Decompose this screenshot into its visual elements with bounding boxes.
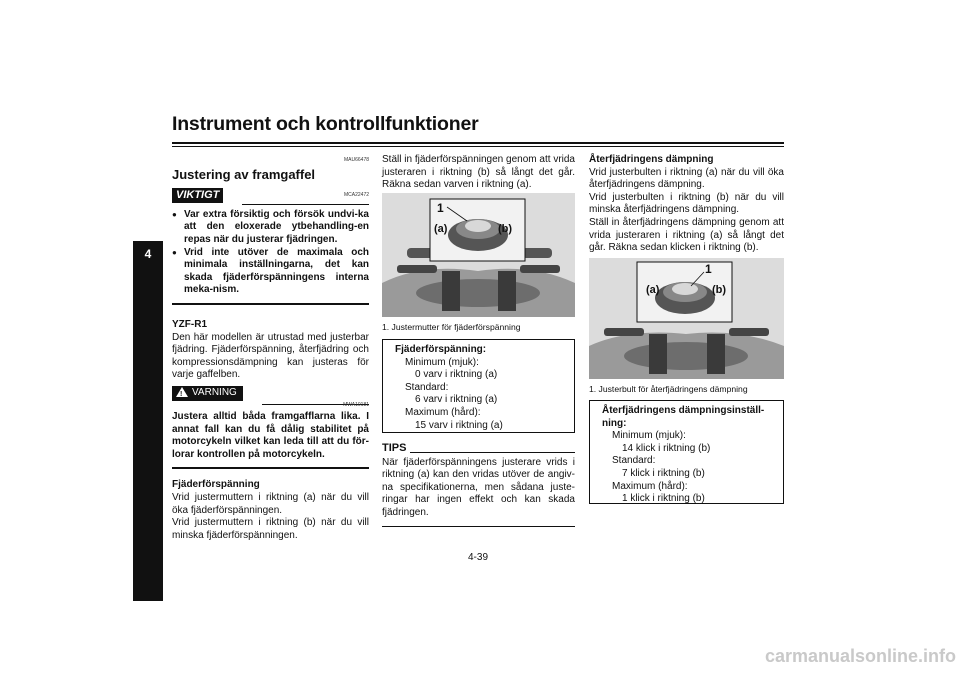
viktigt-rule <box>242 204 369 205</box>
figure-caption: 1. Justerbult för återfjädringens dämpning <box>589 384 748 394</box>
spec-std-label: Standard: <box>405 381 449 393</box>
model-text: Den här modellen är utrustad med justerbar fjädring. Fjäderförspänning, återfjädring och kompressionsdämpning kan justeras för varje gaffelben. <box>172 331 369 381</box>
motorcycle-handlebar-illustration <box>382 193 575 317</box>
figure-direction-b: (b) <box>712 284 727 296</box>
col2-intro-text: Ställ in fjäderförspänningen genom att vrida justeraren i riktning (b) så långt det går. Räkna sedan varven i riktning (a). <box>382 154 575 191</box>
spec-std-value: 6 varv i riktning (a) <box>415 394 498 406</box>
spec-max-label: Maximum (hård): <box>405 406 481 418</box>
figure-direction-a: (a) <box>646 284 660 296</box>
spec-max-label: Maximum (hård): <box>612 480 688 492</box>
rebound-title: Återfjädringens dämpning <box>589 154 714 165</box>
figure-callout-1: 1 <box>437 201 444 215</box>
spec-max-value: 15 varv i riktning (a) <box>415 419 503 431</box>
tips-section <box>382 442 575 527</box>
notice-item: ● Var extra försiktig och försök undvi-ka att den eloxerade ytbehandling-en repas när du justerar fjädringen. <box>172 209 369 247</box>
figure-direction-a: (a) <box>434 223 448 235</box>
subsection-text-2: Vrid justermuttern i riktning (b) när du vill minska fjäderförspänningen. <box>172 517 369 541</box>
preload-adjuster-photo <box>382 193 575 317</box>
section-code: MAU66478 <box>343 157 369 163</box>
spec-min-label: Minimum (mjuk): <box>405 356 479 368</box>
rebound-spec-box <box>589 400 784 504</box>
header-rule-thin <box>172 146 784 147</box>
header-rule <box>172 142 784 144</box>
warning-label: VARNING <box>192 386 237 398</box>
chapter-tab <box>133 241 163 601</box>
viktigt-code: MCA22472 <box>343 192 369 199</box>
spec-min-value: 0 varv i riktning (a) <box>415 369 498 381</box>
tips-label: TIPS <box>382 442 407 454</box>
warning-text: Justera alltid båda framgafflarna lika. I annat fall kan du få dålig stabilitet på motorcykeln vilket kan leda till att du för-lorar kontrollen på motorcykeln. <box>172 411 369 460</box>
tips-end-rule <box>382 526 575 527</box>
model-name: YZF-R1 <box>172 318 207 330</box>
chapter-number: 4 <box>144 247 152 261</box>
spec-max-value: 1 klick i riktning (b) <box>622 493 705 505</box>
notice-list <box>172 209 369 297</box>
notice-item: ● Vrid inte utöver de maximala och minimala inställningarna, det kan skada fjäderförspänningens interna meka-nism. <box>172 247 369 297</box>
viktigt-label: VIKTIGT <box>172 188 223 203</box>
figure-callout-1: 1 <box>705 262 712 276</box>
preload-spec-box <box>382 339 575 433</box>
warning-code: MWA10181 <box>343 401 369 408</box>
figure-direction-b: (b) <box>498 223 513 235</box>
notice-end-rule <box>172 303 369 305</box>
tips-rule <box>410 452 575 453</box>
column-3 <box>589 154 784 255</box>
spec-box-title: Återfjädringens dämpningsinställ-ning: <box>602 405 765 429</box>
subsection-text-1: Vrid justermuttern i riktning (a) när du vill öka fjäderförspänningen. <box>172 492 369 516</box>
figure-caption: 1. Justermutter för fjäderförspänning <box>382 322 521 332</box>
spec-box-title: Fjäderförspänning: <box>395 344 487 355</box>
page-title: Instrument och kontrollfunktioner <box>172 113 479 135</box>
subsection-title: Fjäderförspänning <box>172 479 260 491</box>
page-number: 4-39 <box>468 552 489 563</box>
footer-watermark: carmanualsonline.info <box>765 646 957 666</box>
motorcycle-handlebar-illustration <box>589 258 784 379</box>
rebound-adjuster-photo <box>589 258 784 379</box>
tips-text: När fjäderförspänningens justerare vrids i riktning (a) kan den vridas utöver de angiv-na specifikationerna, men sådana juste-ringar har ingen effekt och kan skada fjädringen. <box>382 456 575 518</box>
rebound-text-3: Ställ in återfjädringens dämpning genom att vrida justeraren i riktning (a) så långt det går. Räkna sedan klicken i riktning (b). <box>589 216 784 254</box>
rebound-text-2: Vrid justerbulten i riktning (b) när du vill minska återfjädringens dämpning. <box>589 191 784 216</box>
section-title: Justering av framgaffel <box>172 166 316 182</box>
warning-badge: ! VARNING <box>172 386 243 401</box>
spec-min-label: Minimum (mjuk): <box>612 430 686 442</box>
spec-std-label: Standard: <box>612 455 656 467</box>
warning-end-rule <box>172 467 369 469</box>
spec-min-value: 14 klick i riktning (b) <box>622 442 711 454</box>
spec-std-value: 7 klick i riktning (b) <box>622 467 705 479</box>
column-1 <box>172 154 369 542</box>
rebound-text-1: Vrid justerbulten i riktning (a) när du vill öka återfjädringens dämpning. <box>589 166 784 191</box>
